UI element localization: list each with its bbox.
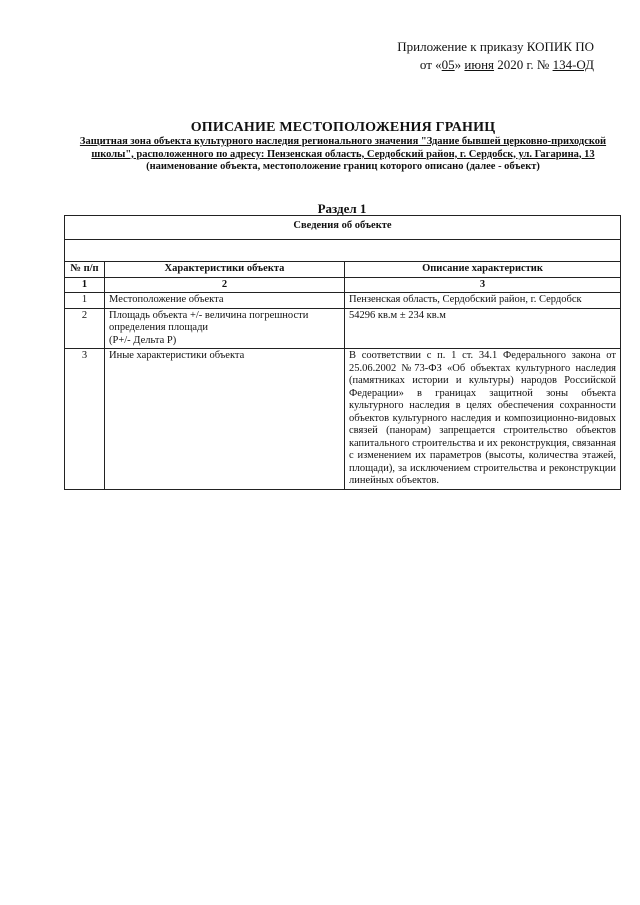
section-title: Раздел 1 [317, 201, 367, 216]
document-title: ОПИСАНИЕ МЕСТОПОЛОЖЕНИЯ ГРАНИЦ [190, 120, 496, 135]
table-title-row [65, 216, 621, 240]
row-description: Пензенская область, Сердобский район, г. Сердобск [345, 293, 621, 309]
object-info-table [64, 215, 621, 490]
object-subject-note: (наименование объекта, местоположение границ которого описано (далее - объект) [146, 161, 540, 172]
table-spacer-row [65, 240, 621, 262]
header-description: Описание характеристик [345, 262, 621, 278]
table-title: Сведения об объекте [65, 216, 621, 240]
column-number-row [65, 277, 621, 293]
appendix-mid2: 2020 г. № [494, 57, 553, 72]
table-header-row [65, 262, 621, 278]
col-number-2: 2 [105, 277, 345, 293]
appendix-line2 [397, 56, 594, 74]
row-characteristic [105, 308, 345, 349]
header-characteristic: Характеристики объекта [105, 262, 345, 278]
row-characteristic-text: Площадь объекта +/- величина погрешности определения площади [109, 309, 309, 333]
object-subject: Защитная зона объекта культурного наследия регионального значения "Здание бывшей церковно-приходской школы", расположенного по адресу: Пензенская область, Сердобский район, г. Сердобск, ул. Гагарина, 13 [79, 136, 607, 160]
appendix-prefix: от « [419, 57, 442, 72]
table-row [65, 293, 621, 309]
col-number-1: 1 [65, 277, 105, 293]
appendix-number: 134-ОД [552, 57, 594, 72]
appendix-month: июня [464, 57, 495, 72]
table-row [65, 349, 621, 490]
appendix-reference [397, 38, 594, 74]
title-block [58, 120, 628, 174]
appendix-line1: Приложение к приказу КОПИК ПО [397, 39, 594, 54]
row-characteristic: Местоположение объекта [105, 293, 345, 309]
table-row [65, 308, 621, 349]
row-description: В соответствии с п. 1 ст. 34.1 Федерального закона от 25.06.2002 №73-ФЗ «Об объектах культурного наследия (памятниках истории и культуры) народов Российской Федерации» в границах защитной зоны объекта культурного наследия в целях обеспечения сохранности объектов культурного наследия и композиционно-видовых связей (панорам) запрещается строительство объектов капитального строительства и их реконструкция, связанная с изменением их параметров (высоты, количества этажей, площади), за исключением строительства и реконструкции линейных объектов. [345, 349, 621, 490]
table-spacer [65, 240, 621, 262]
header-num: № п/п [65, 262, 105, 278]
appendix-mid1: » [454, 57, 465, 72]
row-characteristic: Иные характеристики объекта [105, 349, 345, 490]
col-number-3: 3 [345, 277, 621, 293]
appendix-day: 05 [441, 57, 455, 72]
row-number: 3 [65, 349, 105, 490]
row-description: 54296 кв.м ± 234 кв.м [345, 308, 621, 349]
row-characteristic-extra: (Р+/- Дельта Р) [109, 334, 177, 346]
row-number: 1 [65, 293, 105, 309]
row-number: 2 [65, 308, 105, 349]
